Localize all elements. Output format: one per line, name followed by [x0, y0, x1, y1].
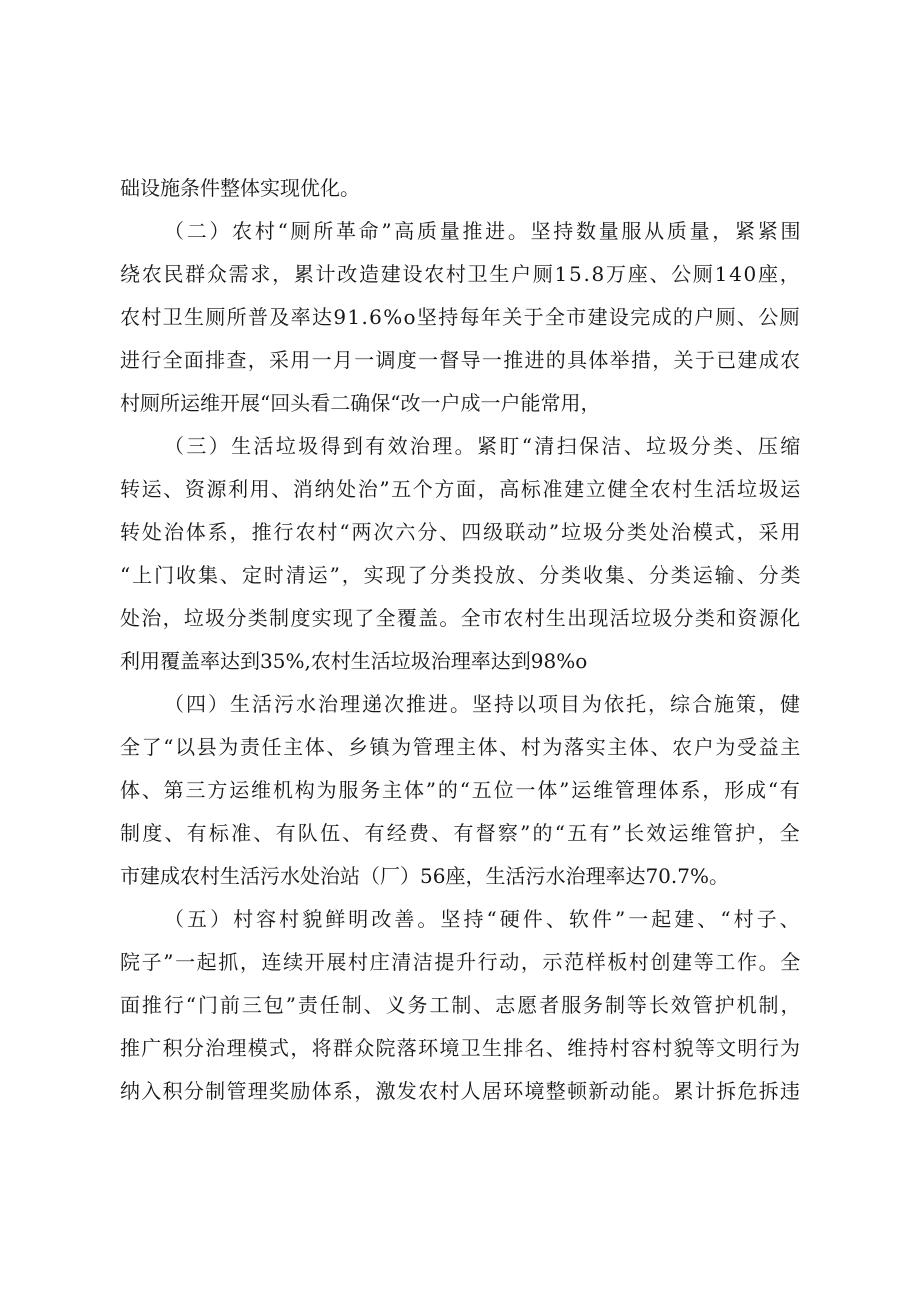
text-line: 利用覆盖率达到35%,农村生活垃圾治理率达到98%o: [120, 649, 588, 673]
text-line: 绕农民群众需求，累计改造建设农村卫生户厕15.8万座、公厕140座，: [120, 262, 802, 286]
text-line: （四）生活污水治理递次推进。坚持以项目为依托，综合施策，健: [164, 692, 802, 716]
text-line: 处治，垃圾分类制度实现了全覆盖。全市农村生出现活垃圾分类和资源化: [120, 606, 802, 630]
text-line: 院子”一起抓，连续开展村庄清洁提升行动，示范样板村创建等工作。全: [120, 950, 802, 974]
text-line: 纳入积分制管理奖励体系，激发农村人居环境整顿新动能。累计拆危拆违: [120, 1079, 802, 1103]
text-line: 转运、资源利用、消纳处治”五个方面，高标准建立健全农村生活垃圾运: [120, 477, 802, 501]
text-line: 础设施条件整体实现优化。: [120, 176, 360, 200]
text-line: 面推行“门前三包”责任制、义务工制、志愿者服务制等长效管护机制，: [120, 993, 803, 1017]
text-line: 制度、有标准、有队伍、有经费、有督察”的“五有”长效运维管护，全: [120, 821, 802, 845]
text-line: 全了“以县为责任主体、乡镇为管理主体、村为落实主体、农户为受益主: [120, 735, 802, 759]
text-line: 体、第三方运维机构为服务主体”的“五位一体”运维管理体系，形成“有: [120, 778, 802, 802]
text-line: 农村卫生厕所普及率达91.6%o坚持每年关于全市建设完成的户厕、公厕: [120, 305, 801, 329]
text-line: “上门收集、定时清运”，实现了分类投放、分类收集、分类运输、分类: [120, 563, 803, 587]
text-line: 市建成农村生活污水处治站（厂）56座，生活污水治理率达70.7%。: [120, 864, 729, 888]
text-line: （三）生活垃圾得到有效治理。紧盯“清扫保洁、垃圾分类、压缩: [164, 434, 803, 458]
text-line: （二）农村“厕所革命”高质量推进。坚持数量服从质量，紧紧围: [164, 219, 804, 243]
text-line: 进行全面排查，采用一月一调度一督导一推进的具体举措，关于已建成农: [120, 348, 802, 372]
text-line: 转处治体系，推行农村“两次六分、四级联动”垃圾分类处治模式，采用: [120, 520, 803, 544]
text-line: 村厕所运维开展“回头看二确保“改一户成一户能常用，: [120, 391, 601, 415]
text-line: （五）村容村貌鲜明改善。坚持“硬件、软件”一起建、“村子、: [164, 907, 803, 931]
text-line: 推广积分治理模式，将群众院落环境卫生排名、维持村容村貌等文明行为: [120, 1036, 802, 1060]
